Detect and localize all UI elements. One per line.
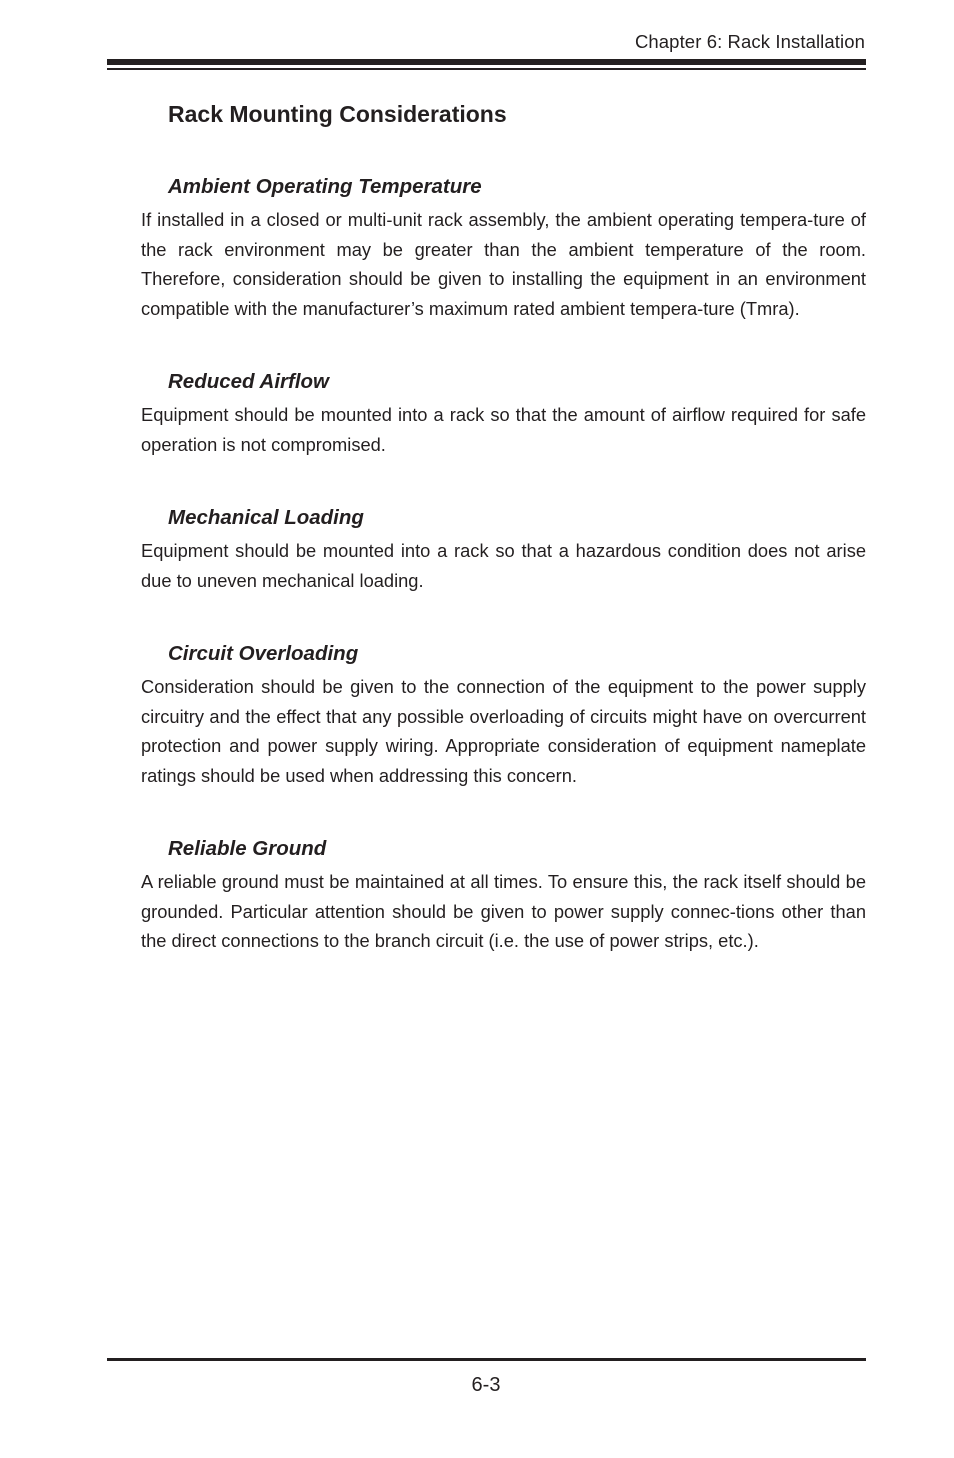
subsection-reduced-airflow bbox=[141, 365, 866, 459]
page-number: 6-3 bbox=[471, 1374, 501, 1396]
subsection-heading: Mechanical Loading bbox=[168, 506, 364, 529]
subsection-heading: Ambient Operating Temperature bbox=[168, 175, 482, 198]
subsection-paragraph: Equipment should be mounted into a rack so that a hazardous condition does not arise due to uneven mechanical loading. bbox=[141, 540, 866, 591]
subsection-paragraph: Equipment should be mounted into a rack so that the amount of airflow required for safe operation is not compromised. bbox=[141, 404, 866, 455]
running-header: Chapter 6: Rack Installation bbox=[634, 31, 865, 52]
subsection-paragraph: If installed in a closed or multi-unit rack assembly, the ambient operating tempera-ture of the rack environment may be greater than the ambient temperature of the room. Therefore, consideration should be given to installing the equipment in an environment compatible with the manufacturer’s maximum rated ambient tempera-ture (Tmra). bbox=[141, 209, 866, 319]
subsection-mechanical-loading bbox=[141, 501, 866, 595]
subsection-paragraph: A reliable ground must be maintained at all times. To ensure this, the rack itself should be grounded. Particular attention should be given to power supply connec-tions other than the direct connections to the branch circuit (i.e. the use of power strips, etc.). bbox=[141, 871, 866, 951]
subsection-ambient-temperature bbox=[141, 170, 866, 323]
subsection-heading: Reliable Ground bbox=[168, 837, 327, 860]
subsection-reliable-ground bbox=[141, 832, 866, 956]
subsection-heading: Circuit Overloading bbox=[168, 642, 359, 665]
subsection-heading: Reduced Airflow bbox=[168, 370, 329, 393]
header-rule-thin bbox=[107, 68, 866, 70]
footer-rule bbox=[107, 1358, 866, 1361]
subsection-circuit-overloading bbox=[141, 637, 866, 790]
section-content bbox=[141, 170, 866, 956]
header-rule-thick bbox=[107, 59, 866, 65]
section-title: Rack Mounting Considerations bbox=[168, 101, 507, 127]
subsection-paragraph: Consideration should be given to the connection of the equipment to the power supply circuitry and the effect that any possible overloading of circuits might have on overcurrent protection and power supply wiring. Appropriate consideration of equipment nameplate ratings should be used when addressing this concern. bbox=[141, 676, 866, 786]
